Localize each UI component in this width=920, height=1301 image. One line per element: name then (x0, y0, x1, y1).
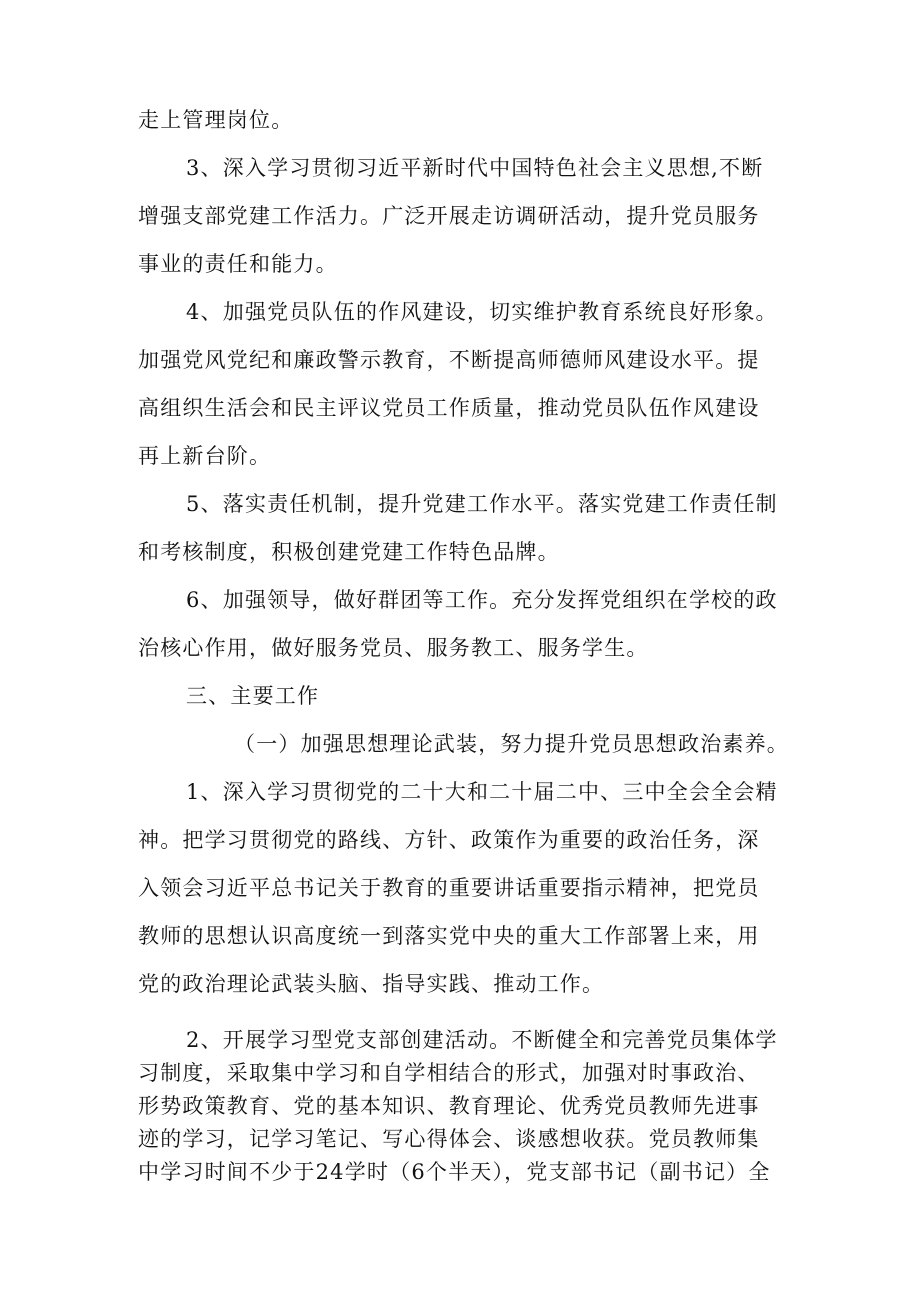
text-line: 党的政治理论武装头脑、指导实践、推动工作。 (138, 972, 605, 996)
text-line: 增强支部党建工作活力。广泛开展走访调研活动，提升党员服务 (138, 204, 760, 228)
text-line: 中学习时间不少于24学时（6个半天），党支部书记（副书记）全 (138, 1160, 771, 1184)
text-line: 事业的责任和能力。 (138, 252, 338, 276)
text-line: 入领会习近平总书记关于教育的重要讲话重要指示精神，把党员 (138, 876, 760, 900)
section-heading: 三、主要工作 (186, 684, 320, 708)
text-line: 神。把学习贯彻党的路线、方针、政策作为重要的政治任务，深 (138, 828, 760, 852)
item-6-line: 6、加强领导，做好群团等工作。充分发挥党组织在学校的政 (186, 588, 778, 612)
text-line: 再上新台阶。 (138, 444, 272, 468)
item-2-line: 2、开展学习型党支部创建活动。不断健全和完善党员集体学 (186, 1028, 778, 1052)
text-line: 迹的学习，记学习笔记、写心得体会、谈感想收获。党员教师集 (138, 1127, 760, 1151)
item-1-line: 1、深入学习贯彻党的二十大和二十届二中、三中全会全会精 (186, 780, 778, 804)
text-line: 治核心作用，做好服务党员、服务教工、服务学生。 (138, 636, 649, 660)
text-line: 高组织生活会和民主评议党员工作质量，推动党员队伍作风建设 (138, 396, 760, 420)
text-line: 习制度，采取集中学习和自学相结合的形式，加强对时事政治、 (138, 1061, 760, 1085)
item-5-line: 5、落实责任机制，提升党建工作水平。落实党建工作责任制 (186, 492, 778, 516)
item-3-line: 3、深入学习贯彻习近平新时代中国特色社会主义思想,不断 (186, 156, 764, 180)
subsection-heading: （一）加强思想理论武装，努力提升党员思想政治素养。 (234, 732, 789, 756)
text-line: 教师的思想认识高度统一到落实党中央的重大工作部署上来，用 (138, 924, 760, 948)
text-line: 和考核制度，积极创建党建工作特色品牌。 (138, 540, 560, 564)
text-line: 形势政策教育、党的基本知识、教育理论、优秀党员教师先进事 (138, 1094, 760, 1118)
text-line: 加强党风党纪和廉政警示教育，不断提高师德师风建设水平。提 (138, 348, 760, 372)
text-line: 走上管理岗位。 (138, 108, 294, 132)
item-4-line: 4、加强党员队伍的作风建设，切实维护教育系统良好形象。 (186, 300, 778, 324)
